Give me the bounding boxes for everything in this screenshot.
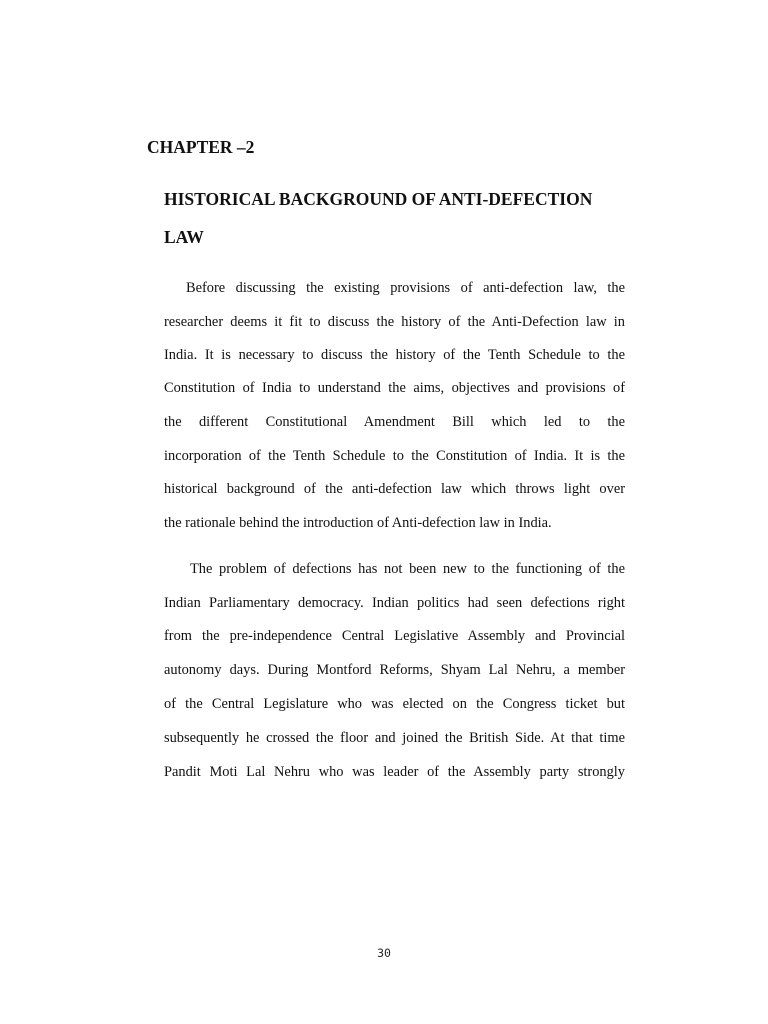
paragraph-line: India. It is necessary to discuss the history of the Tenth Schedule to the	[164, 347, 625, 363]
chapter-title-line: LAW	[164, 227, 204, 247]
paragraph-line: subsequently he crossed the floor and joined the British Side. At that time	[164, 730, 625, 746]
paragraph-line: incorporation of the Tenth Schedule to the Constitution of India. It is the	[164, 448, 625, 464]
chapter-label: CHAPTER –2	[147, 137, 255, 157]
paragraph-line: Before discussing the existing provisions of anti-defection law, the	[186, 280, 625, 296]
paragraph-line: historical background of the anti-defection law which throws light over	[164, 481, 625, 497]
paragraph-line: of the Central Legislature who was elected on the Congress ticket but	[164, 696, 625, 712]
paragraph-line: autonomy days. During Montford Reforms, Shyam Lal Nehru, a member	[164, 662, 625, 678]
paragraph-line: The problem of defections has not been new to the functioning of the	[190, 561, 625, 577]
paragraph-line: researcher deems it fit to discuss the history of the Anti-Defection law in	[164, 314, 625, 330]
paragraph-line: the different Constitutional Amendment Bill which led to the	[164, 414, 625, 430]
paragraph-line: Indian Parliamentary democracy. Indian politics had seen defections right	[164, 595, 625, 611]
chapter-title-line: HISTORICAL BACKGROUND OF ANTI-DEFECTION	[164, 189, 593, 209]
page-number: 30	[377, 946, 391, 960]
paragraph-line: from the pre-independence Central Legislative Assembly and Provincial	[164, 628, 625, 644]
paragraph-line: Pandit Moti Lal Nehru who was leader of the Assembly party strongly	[164, 764, 625, 780]
paragraph-line: the rationale behind the introduction of Anti-defection law in India.	[164, 515, 552, 531]
paragraph-line: Constitution of India to understand the aims, objectives and provisions of	[164, 380, 625, 396]
